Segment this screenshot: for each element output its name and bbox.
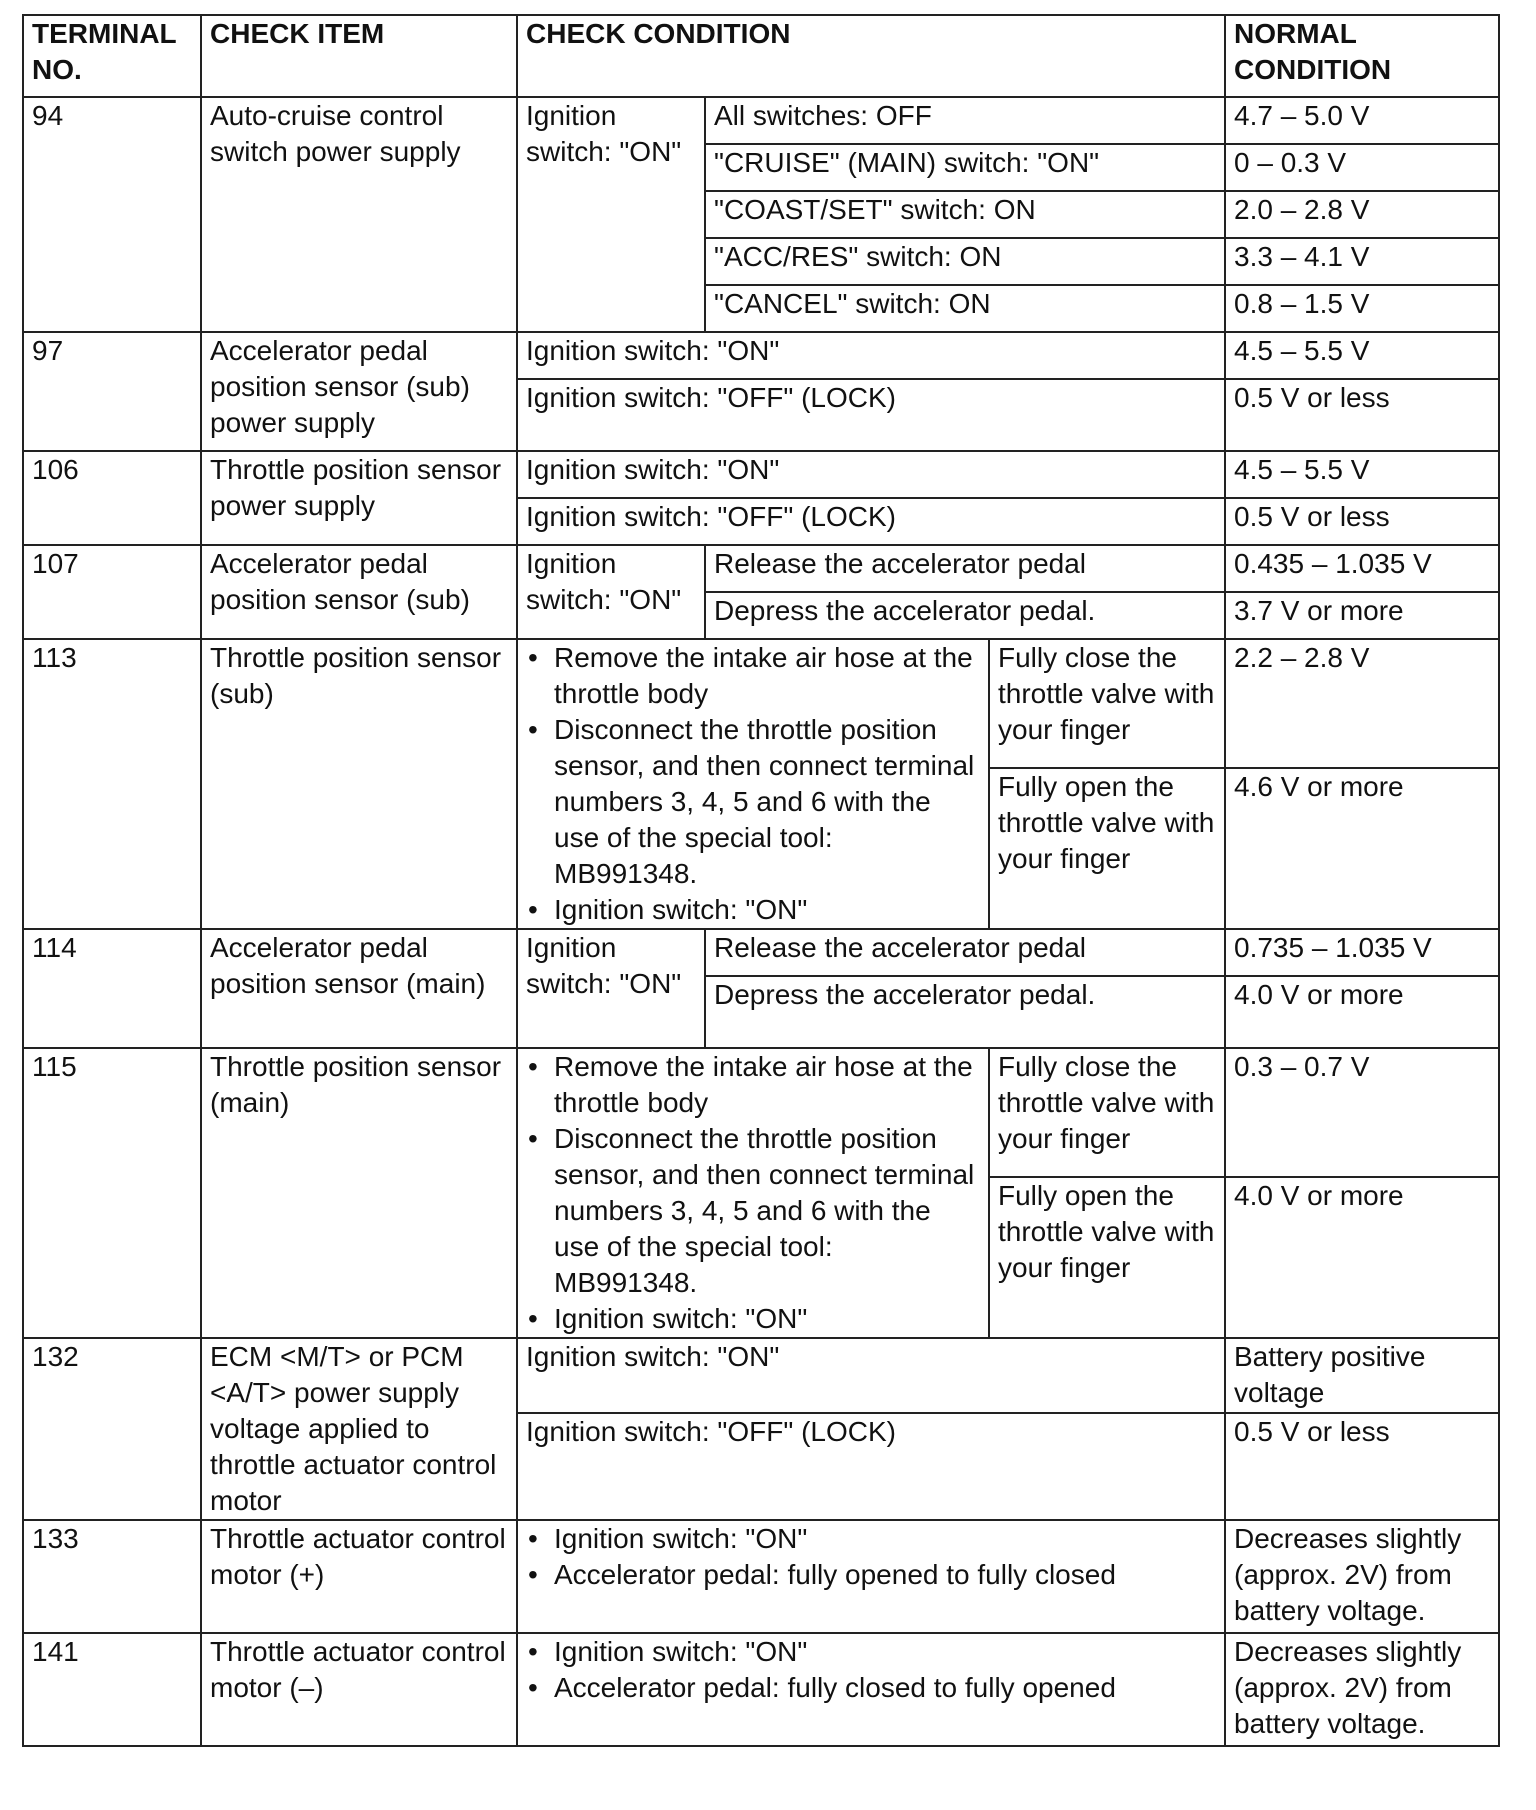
check-item: Throttle position sensor power supply [201, 451, 517, 545]
check-item: Accelerator pedal position sensor (main) [201, 929, 517, 1048]
normal-condition: 2.2 – 2.8 V [1225, 639, 1499, 768]
normal-condition: 0.735 – 1.035 V [1225, 929, 1499, 976]
table-row [23, 332, 1499, 379]
check-condition: Ignition switch: "ON" [517, 929, 705, 1048]
terminal-no: 114 [23, 929, 201, 1048]
header-row [23, 15, 1499, 97]
sub-condition: Release the accelerator pedal [705, 545, 1225, 592]
bullet-list [526, 1634, 1218, 1706]
header-terminal-no: TERMINAL NO. [23, 15, 201, 97]
terminal-no: 113 [23, 639, 201, 929]
check-condition: Ignition switch: "ON" [517, 332, 1225, 379]
bullet-item: • Ignition switch: "ON" [554, 1301, 982, 1337]
sub-condition: Depress the accelerator pedal. [705, 976, 1225, 1048]
normal-condition: Decreases slightly (approx. 2V) from battery voltage. [1225, 1520, 1499, 1633]
table-row [23, 929, 1499, 976]
sub-condition: "CRUISE" (MAIN) switch: "ON" [705, 144, 1225, 191]
check-condition-bullets [517, 1048, 989, 1338]
normal-condition: 4.0 V or more [1225, 1177, 1499, 1338]
check-item: Accelerator pedal position sensor (sub) power supply [201, 332, 517, 451]
sub-condition: "ACC/RES" switch: ON [705, 238, 1225, 285]
check-item: ECM <M/T> or PCM <A/T> power supply voltage applied to throttle actuator control motor [201, 1338, 517, 1520]
sub-condition: Fully open the throttle valve with your finger [989, 768, 1225, 929]
normal-condition: 3.7 V or more [1225, 592, 1499, 639]
normal-condition: Battery positive voltage [1225, 1338, 1499, 1413]
table-row [23, 1520, 1499, 1633]
table-row [23, 1338, 1499, 1413]
terminal-no: 94 [23, 97, 201, 332]
check-condition: Ignition switch: "ON" [517, 451, 1225, 498]
check-condition-bullets [517, 1520, 1225, 1633]
sub-condition: "CANCEL" switch: ON [705, 285, 1225, 332]
normal-condition: 4.6 V or more [1225, 768, 1499, 929]
normal-condition: 0.8 – 1.5 V [1225, 285, 1499, 332]
bullet-item: • Ignition switch: "ON" [554, 1634, 1218, 1670]
terminal-no: 115 [23, 1048, 201, 1338]
table-row [23, 97, 1499, 144]
check-condition: Ignition switch: "OFF" (LOCK) [517, 1413, 1225, 1520]
normal-condition: 4.5 – 5.5 V [1225, 332, 1499, 379]
header-check-condition: CHECK CONDITION [517, 15, 1225, 97]
normal-condition: 4.7 – 5.0 V [1225, 97, 1499, 144]
terminal-no: 132 [23, 1338, 201, 1520]
check-condition: Ignition switch: "ON" [517, 97, 705, 332]
bullet-list [526, 1049, 982, 1337]
bullet-list [526, 1521, 1218, 1593]
check-condition: Ignition switch: "ON" [517, 1338, 1225, 1413]
check-condition-bullets [517, 639, 989, 929]
normal-condition: 0.435 – 1.035 V [1225, 545, 1499, 592]
sub-condition: Fully close the throttle valve with your finger [989, 639, 1225, 768]
table-row [23, 639, 1499, 768]
table-row [23, 545, 1499, 592]
bullet-item: • Disconnect the throttle position sensor, and then connect terminal numbers 3, 4, 5 and 6 with the use of the special tool: MB991348. [554, 1121, 982, 1301]
check-item: Throttle position sensor (sub) [201, 639, 517, 929]
sub-condition: "COAST/SET" switch: ON [705, 191, 1225, 238]
header-check-item: CHECK ITEM [201, 15, 517, 97]
check-item: Throttle position sensor (main) [201, 1048, 517, 1338]
sub-condition: All switches: OFF [705, 97, 1225, 144]
normal-condition: 0.5 V or less [1225, 379, 1499, 451]
normal-condition: 0.5 V or less [1225, 498, 1499, 545]
bullet-item: • Ignition switch: "ON" [554, 892, 982, 928]
bullet-item: • Remove the intake air hose at the throttle body [554, 1049, 982, 1121]
bullet-item: • Remove the intake air hose at the throttle body [554, 640, 982, 712]
normal-condition: 3.3 – 4.1 V [1225, 238, 1499, 285]
normal-condition: 4.5 – 5.5 V [1225, 451, 1499, 498]
sub-condition: Depress the accelerator pedal. [705, 592, 1225, 639]
terminal-no: 133 [23, 1520, 201, 1633]
bullet-item: • Disconnect the throttle position sensor, and then connect terminal numbers 3, 4, 5 and 6 with the use of the special tool: MB991348. [554, 712, 982, 892]
check-item: Auto-cruise control switch power supply [201, 97, 517, 332]
check-condition: Ignition switch: "ON" [517, 545, 705, 639]
table-row [23, 1633, 1499, 1746]
header-normal-condition: NORMAL CONDITION [1225, 15, 1499, 97]
bullet-item: • Ignition switch: "ON" [554, 1521, 1218, 1557]
normal-condition: 2.0 – 2.8 V [1225, 191, 1499, 238]
terminal-no: 107 [23, 545, 201, 639]
table-row [23, 1048, 1499, 1177]
sub-condition: Fully open the throttle valve with your finger [989, 1177, 1225, 1338]
normal-condition: 0 – 0.3 V [1225, 144, 1499, 191]
check-condition: Ignition switch: "OFF" (LOCK) [517, 498, 1225, 545]
terminal-no: 106 [23, 451, 201, 545]
terminal-check-table [22, 14, 1500, 1747]
bullet-list [526, 640, 982, 928]
check-item: Accelerator pedal position sensor (sub) [201, 545, 517, 639]
terminal-no: 141 [23, 1633, 201, 1746]
check-condition: Ignition switch: "OFF" (LOCK) [517, 379, 1225, 451]
sub-condition: Release the accelerator pedal [705, 929, 1225, 976]
terminal-no: 97 [23, 332, 201, 451]
check-item: Throttle actuator control motor (+) [201, 1520, 517, 1633]
bullet-item: • Accelerator pedal: fully opened to fully closed [554, 1557, 1218, 1593]
check-item: Throttle actuator control motor (–) [201, 1633, 517, 1746]
normal-condition: 0.3 – 0.7 V [1225, 1048, 1499, 1177]
normal-condition: Decreases slightly (approx. 2V) from battery voltage. [1225, 1633, 1499, 1746]
table-row [23, 451, 1499, 498]
check-condition-bullets [517, 1633, 1225, 1746]
normal-condition: 4.0 V or more [1225, 976, 1499, 1048]
sub-condition: Fully close the throttle valve with your finger [989, 1048, 1225, 1177]
normal-condition: 0.5 V or less [1225, 1413, 1499, 1520]
bullet-item: • Accelerator pedal: fully closed to fully opened [554, 1670, 1218, 1706]
